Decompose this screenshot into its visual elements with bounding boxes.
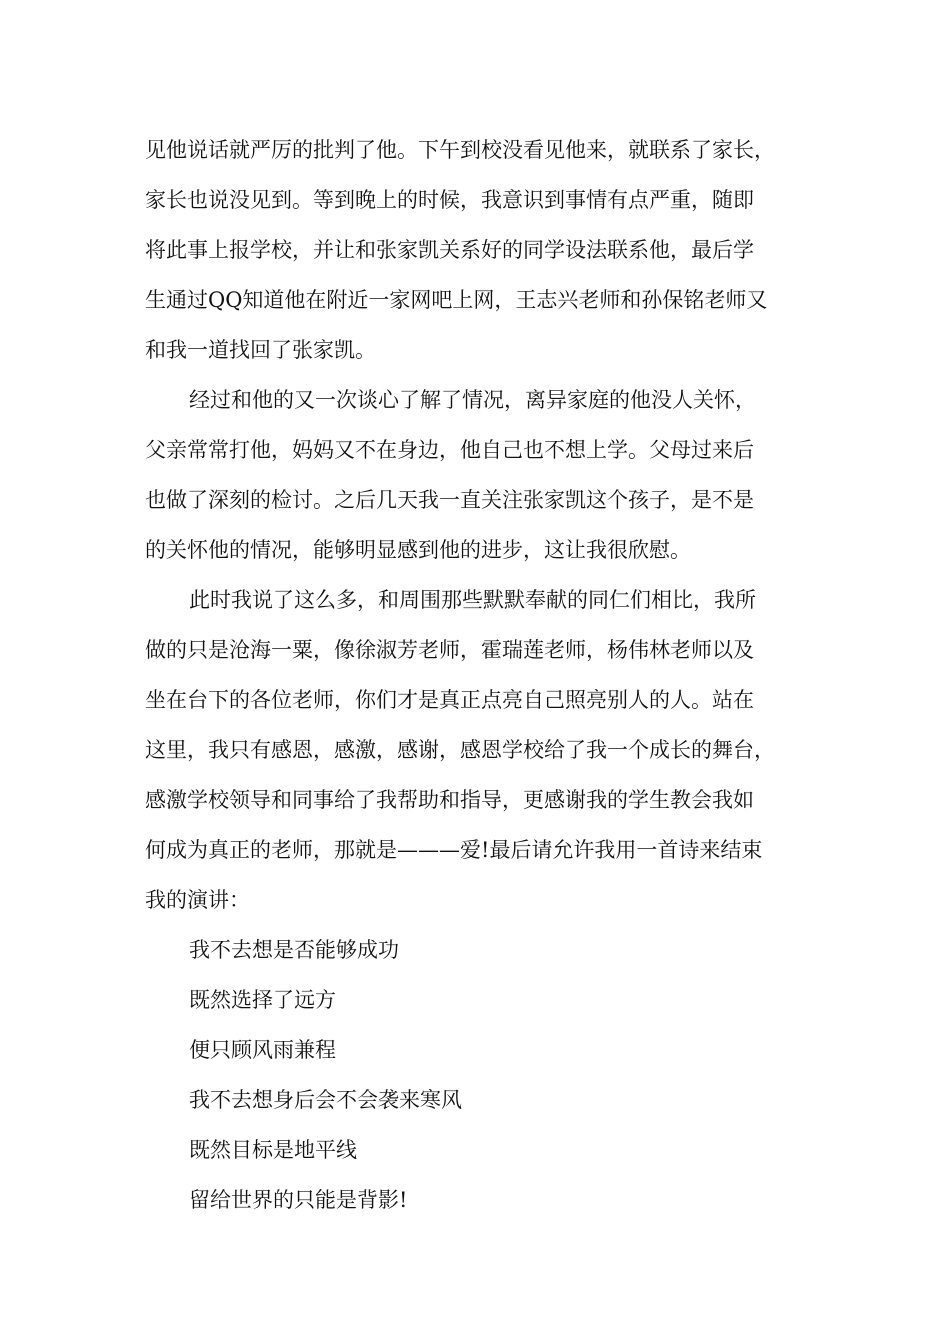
paragraph-2 [145,375,825,575]
text-line: 坐在台下的各位老师，你们才是真正点亮自己照亮别人的人。站在 [145,688,754,712]
text-line: 此时我说了这么多，和周围那些默默奉献的同仁们相比，我所 [189,588,756,612]
document-body [145,125,825,1225]
text-line: 我的演讲： [145,888,250,912]
text-line: 何成为真正的老师，那就是———爱!最后请允许我用一首诗来结束 [145,838,763,862]
text-line: 将此事上报学校，并让和张家凯关系好的同学设法联系他，最后学 [145,238,754,262]
text-line: 做的只是沧海一粟，像徐淑芳老师，霍瑞莲老师，杨伟林老师以及 [145,638,754,662]
paragraph-3 [145,575,825,925]
poem-line: 既然目标是地平线 [189,1138,357,1162]
text-line: 也做了深刻的检讨。之后几天我一直关注张家凯这个孩子，是不是 [145,488,754,512]
text-line: 家长也说没见到。等到晚上的时候，我意识到事情有点严重，随即 [145,188,754,212]
text-line: 这里，我只有感恩，感激，感谢，感恩学校给了我一个成长的舞台， [145,738,775,762]
poem [145,925,825,1225]
poem-line: 既然选择了远方 [189,988,336,1012]
text-line: 父亲常常打他，妈妈又不在身边，他自己也不想上学。父母过来后 [145,438,754,462]
poem-line: 我不去想身后会不会袭来寒风 [189,1088,462,1112]
text-line: 见他说话就严厉的批判了他。下午到校没看见他来，就联系了家长， [145,138,775,162]
paragraph-1 [145,125,825,375]
text-line: 的关怀他的情况，能够明显感到他的进步，这让我很欣慰。 [145,538,691,562]
text-line: 经过和他的又一次谈心了解了情况，离异家庭的他没人关怀， [189,388,756,412]
text-line: 和我一道找回了张家凯。 [145,338,376,362]
text-line: 感激学校领导和同事给了我帮助和指导，更感谢我的学生教会我如 [145,788,754,812]
poem-line: 留给世界的只能是背影! [189,1188,408,1212]
poem-line: 便只顾风雨兼程 [189,1038,336,1062]
text-line: 生通过QQ知道他在附近一家网吧上网，王志兴老师和孙保铭老师又 [145,288,768,312]
poem-line: 我不去想是否能够成功 [189,938,399,962]
